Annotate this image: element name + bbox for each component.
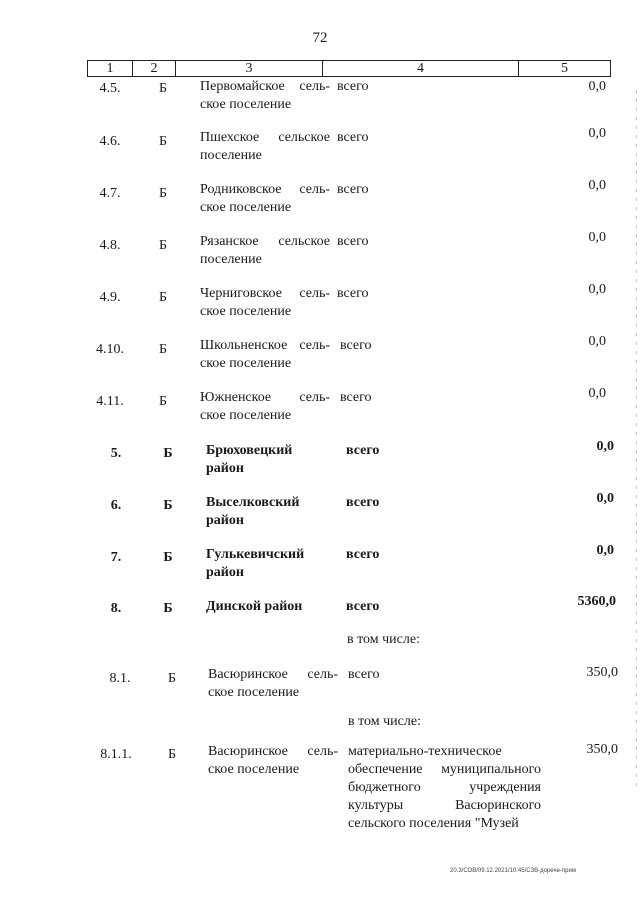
- row-description: всего: [346, 443, 380, 458]
- row-name: Рязанское сельское поселение: [200, 234, 330, 267]
- row-description: всего: [340, 338, 372, 353]
- row-value: 5360,0: [577, 594, 616, 609]
- row-number: 8.1.: [109, 671, 131, 686]
- row-category: Б: [158, 186, 168, 201]
- row-category: Б: [158, 134, 168, 149]
- row-category: Б: [167, 671, 177, 686]
- row-name: Пшехское сельское поселение: [200, 130, 330, 163]
- row-number: 4.6.: [99, 134, 121, 149]
- column-header-3: 3: [176, 61, 323, 77]
- row-value: 0,0: [588, 334, 606, 349]
- row-category: Б: [167, 747, 177, 762]
- row-category: Б: [163, 498, 173, 513]
- page-number: 72: [312, 30, 328, 46]
- row-description: всего: [337, 79, 369, 94]
- row-description: всего: [346, 547, 380, 562]
- row-number: 6.: [110, 498, 122, 513]
- column-header-1: 1: [88, 61, 133, 77]
- row-category: Б: [158, 81, 168, 96]
- row-number: 8.1.1.: [100, 747, 132, 762]
- row-number: 7.: [110, 550, 122, 565]
- row-category: Б: [163, 550, 173, 565]
- row-value: 0,0: [588, 282, 606, 297]
- row-category: Б: [158, 394, 168, 409]
- row-name: Школьненское сель-ское поселение: [200, 338, 330, 371]
- row-value: 0,0: [588, 178, 606, 193]
- footer-code: 20.3/СОВ/09.12.2021/10:45/СЗВ-дорече-прим: [450, 868, 576, 874]
- column-header-table: [87, 60, 611, 77]
- row-description: материально-техническое обеспечение муниципального бюджетного учреждения культуры Васюринского сельского поселения "Музей: [348, 744, 541, 831]
- row-value: 0,0: [588, 230, 606, 245]
- row-description: всего: [346, 495, 380, 510]
- row-description: всего: [346, 599, 380, 614]
- row-name: Васюринское сель-ское поселение: [208, 744, 338, 777]
- row-name: Гулькевичский район: [206, 547, 305, 580]
- row-name: Динской район: [206, 599, 303, 614]
- row-description: всего: [337, 182, 369, 197]
- row-value: 350,0: [586, 665, 618, 680]
- row-name: Черниговское сель-ское поселение: [200, 286, 330, 319]
- row-number: 4.8.: [99, 238, 121, 253]
- row-value: 0,0: [596, 543, 614, 558]
- row-description: всего: [337, 130, 369, 145]
- row-category: Б: [158, 290, 168, 305]
- row-value: 0,0: [596, 491, 614, 506]
- row-name: Брюховецкий район: [206, 443, 293, 476]
- row-description: всего: [340, 390, 372, 405]
- row-value: 0,0: [588, 386, 606, 401]
- row-category: Б: [163, 446, 173, 461]
- row-name: Южненское сель-ское поселение: [200, 390, 330, 423]
- column-header-5: 5: [519, 61, 611, 77]
- row-name: Родниковское сель-ское поселение: [200, 182, 330, 215]
- row-number: 4.7.: [99, 186, 121, 201]
- row-description: всего: [337, 234, 369, 249]
- row-number: 4.9.: [99, 290, 121, 305]
- row-number: 4.10.: [96, 342, 124, 357]
- row-description: всего: [348, 667, 380, 682]
- row-name: Первомайское сель-ское поселение: [200, 79, 330, 112]
- row-name: Выселковский район: [206, 495, 300, 528]
- column-header-2: 2: [133, 61, 176, 77]
- row-category: Б: [163, 601, 173, 616]
- scan-edge-line: [636, 90, 637, 790]
- row-description: всего: [337, 286, 369, 301]
- row-value: 0,0: [588, 126, 606, 141]
- column-header-4: 4: [323, 61, 519, 77]
- row-value: 0,0: [596, 439, 614, 454]
- row-number: 4.11.: [96, 394, 124, 409]
- row-number: 5.: [110, 446, 122, 461]
- row-value: 0,0: [588, 79, 606, 94]
- including-label: в том числе:: [347, 632, 420, 647]
- row-category: Б: [158, 238, 168, 253]
- row-name: Васюринское сель-ское поселение: [208, 667, 338, 700]
- row-number: 8.: [110, 601, 122, 616]
- row-number: 4.5.: [99, 81, 121, 96]
- row-category: Б: [158, 342, 168, 357]
- row-value: 350,0: [586, 742, 618, 757]
- including-label: в том числе:: [348, 714, 421, 729]
